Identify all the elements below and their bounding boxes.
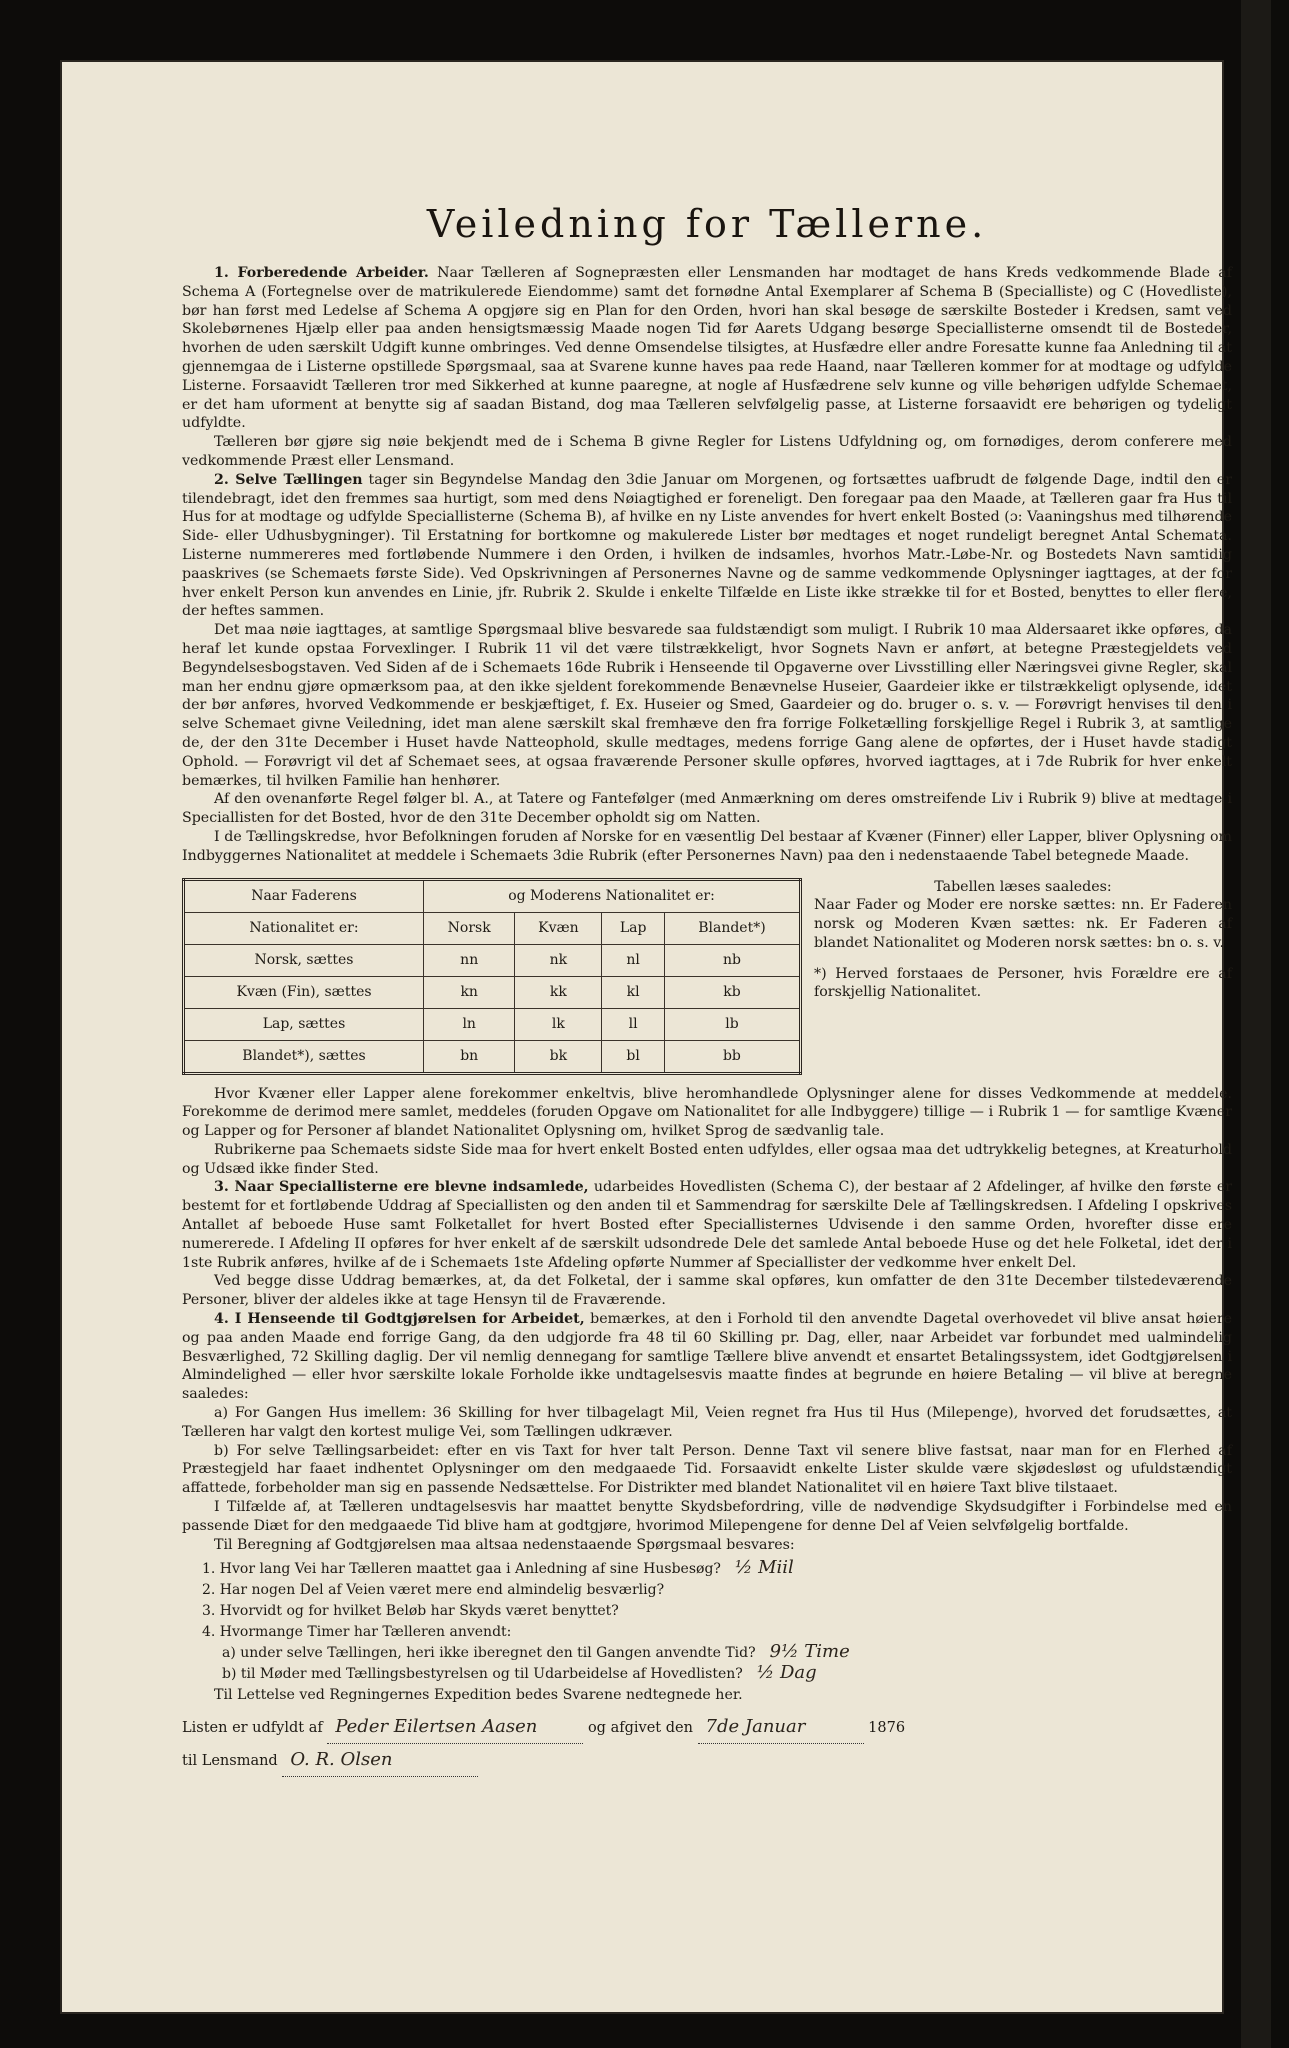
paragraph-text: I Tilfælde af, at Tælleren undtagelsesvis har maattet benytte Skydsbefordring, ville de nødvendige Skydsudgifter i Forbindelse med en passende Diæt for den medgaaede Tid blive ham at godtgjøre, hvorimod Milepengene for denne Del af Veien selvfølgelig bortfalde.: [182, 1499, 1232, 1534]
paragraph: [182, 1178, 1232, 1272]
row-label: Lap, sættes: [184, 1008, 424, 1040]
nationality-table: [182, 878, 802, 1075]
document-body: [182, 202, 1232, 1777]
question-item: [202, 1621, 1232, 1642]
paragraph: [182, 1310, 1232, 1404]
paragraph-text: Af den ovenanførte Regel følger bl. A., at Tatere og Fantefølger (med Anmærkning om deres omstreifende Liv i Rubrik 9) blive at medtage i Speciallisten for det Bosted, hvor de den 31te December opholdt sig om Natten.: [182, 791, 1232, 827]
delivered-date: 7de Januar: [698, 1711, 864, 1744]
question-text: 4. Hvormange Timer har Tælleren anvendt:: [202, 1624, 512, 1641]
paragraph-text: Rubrikerne paa Schemaets sidste Side maa for hvert enkelt Bosted enten udfyldes, eller ogsaa maa det udtrykkelig betegnes, at Kreaturhold og Udsæd ikke finder Sted.: [182, 1141, 1232, 1177]
question-text: b) til Møder med Tællingsbestyrelsen og til Udarbeidelse af Hovedlisten?: [222, 1666, 743, 1683]
lensmand-label: til Lensmand: [182, 1753, 278, 1770]
page-title: Veiledning for Tællerne.: [426, 202, 988, 246]
question-item: [202, 1579, 1232, 1600]
table-row: [184, 944, 801, 976]
lensmand-line: [182, 1744, 1232, 1777]
lensmand-signature: O. R. Olsen: [282, 1744, 478, 1777]
table-head-left: Naar Faderens: [184, 879, 424, 912]
paragraph-text: Til Beregning af Godtgjørelsen maa altsaa nedenstaaende Spørgsmaal besvares:: [214, 1536, 795, 1553]
table-cell: ln: [424, 1008, 515, 1040]
question-text: 1. Hvor lang Vei har Tælleren maattet gaa i Anledning af sine Husbesøg?: [202, 1561, 721, 1578]
paragraph-text: udarbeides Hovedlisten (Schema C), der bestaar af 2 Afdelinger, af hvilke den første er bestemt for et fortløbende Uddrag af Speciallisten og den anden til et Sammendrag for særskilte Dele af Tællingskredsen. I Afdeling I opskrives Antallet af beboede Huse samt Folketallet for hvert Bosted efter Speciallisternes Udvisende i den samme Orden, hvorefter disse ere numererede. I Afdeling II opføres for hver enkelt af de særskilt udsondrede Dele det samlede Antal beboede Huse og det hele Folketal, idet der i 1ste Rubrik anføres, hvilke af de i Schemaets 1ste Afdeling opførte Nummer af Speciallister der vedkomme hver enkelt Del.: [182, 1179, 1232, 1271]
explanation-text: Naar Fader og Moder ere norske sættes: nn. Er Faderen norsk og Moderen Kvæn sættes: nk. Er Faderen af blandet Nationalitet og Moderen norsk sættes: bn o. s. v.: [814, 897, 1232, 951]
signature-block: [182, 1711, 1232, 1777]
paragraph-lead: 3. Naar Speciallisterne ere blevne indsamlede,: [214, 1179, 589, 1196]
paragraph-text: a) For Gangen Hus imellem: 36 Skilling for hver tilbagelagt Mil, Veien regnet fra Hus til Hus (Milepenge), hvorved det forudsættes, at Tælleren har valgt den kortest mulige Vei, som Tællingen udkræver.: [182, 1405, 1232, 1440]
paragraph-text: I de Tællingskredse, hvor Befolkningen foruden af Norske for en væsentlig Del bestaar af Kvæner (Finner) eller Lapper, bliver Oplysning om Indbyggernes Nationalitet at meddele i Schemaets 3die Rubrik (efter Personernes Navn) paa den i nedenstaaende Tabel betegnede Maade.: [182, 828, 1232, 864]
table-row: [184, 1040, 801, 1073]
question-text: 2. Har nogen Del af Veien været mere end almindelig besværlig?: [202, 1582, 665, 1599]
section-paragraphs-1: [182, 264, 1232, 866]
table-cell: bk: [515, 1040, 602, 1073]
table-cell: bl: [602, 1040, 665, 1073]
table-cell: ll: [602, 1008, 665, 1040]
col-header: Lap: [602, 912, 665, 944]
paragraph-text: bemærkes, at den i Forhold til den anvendte Dagetal overhovedet vil blive ansat høiere og paa anden Maade end forrige Gang, da den udgjorde fra 48 til 60 Skilling pr. Dag, eller, naar Arbeidet var forbundet med ualmindelig Besværlighed, 72 Skilling daglig. Der vil nemlig dennegang for samtlige Tællere blive anvendt et ensartet Betalingssystem, idet Godtgjørelsen i Almindelighed — eller hvor særskilte lokale Forholde ikke undtagelsesvis maatte findes at begrunde en høiere Betaling — vil blive at beregne saaledes:: [182, 1311, 1233, 1403]
paragraph-text: Tælleren bør gjøre sig nøie bekjendt med de i Schema B givne Regler for Listens Udfyldning og, om fornødiges, derom conferere med vedkommende Præst eller Lensmand.: [182, 434, 1232, 469]
paragraph: [182, 1272, 1232, 1310]
paragraph-text: b) For selve Tællingsarbeidet: efter en vis Taxt for hver talt Person. Denne Taxt vil senere blive fastsat, naar man for en Flerhed af Præstegjeld har faaet indhentet Oplysninger om den medgaaede Tid. Forsaavidt enkelte Lister skulde være skjødesløst og ufuldstændigt affattede, forbeholder man sig en passende Nedsættelse. For Distrikter med blandet Nationalitet vil en høiere Taxt blive tilstaaet.: [182, 1442, 1232, 1497]
table-cell: kb: [664, 976, 800, 1008]
col-header: Blandet*): [664, 912, 800, 944]
nationality-area: [182, 878, 1232, 1075]
paragraph-text: Ved begge disse Uddrag bemærkes, at, da det Folketal, der i samme skal opføres, kun omfatter de den 31te December tilstedeværende Personer, bliver der aldeles ikke at tage Hensyn til de Fraværende.: [182, 1273, 1232, 1309]
paragraph: [182, 1085, 1232, 1141]
filled-by-line: [182, 1711, 1232, 1744]
col-header: Norsk: [424, 912, 515, 944]
paragraph: [182, 1536, 1232, 1555]
question-answer: ½ Dag: [756, 1662, 817, 1684]
row-label: Norsk, sættes: [184, 944, 424, 976]
table-subheader-row: [184, 912, 801, 944]
table-cell: kk: [515, 976, 602, 1008]
census-instruction-page: [62, 62, 1233, 2012]
table-row: [184, 1008, 801, 1040]
question-text: a) under selve Tællingen, heri ikke iberegnet den til Gangen anvendte Tid?: [222, 1645, 756, 1662]
question-answer: 9½ Time: [769, 1641, 850, 1663]
table-cell: nn: [424, 944, 515, 976]
question-text: 3. Hvorvidt og for hvilket Beløb har Skyds været benyttet?: [202, 1603, 619, 1620]
paragraph: [182, 264, 1232, 433]
closing-note: Til Lettelse ved Regningernes Expedition bedes Svarene nedtegnede her.: [214, 1687, 743, 1704]
paragraph: [182, 471, 1232, 621]
table-cell: lk: [515, 1008, 602, 1040]
row-label: Blandet*), sættes: [184, 1040, 424, 1073]
year: 1876: [868, 1720, 906, 1737]
paragraph-lead: 2. Selve Tællingen: [214, 471, 363, 488]
table-explanation: [814, 878, 1232, 1003]
paragraph: [182, 1141, 1232, 1179]
table-head-left-2: Nationalitet er:: [184, 912, 424, 944]
paragraph-lead: 1. Forberedende Arbeider.: [214, 265, 429, 281]
paragraph: [182, 1498, 1232, 1536]
table-cell: bn: [424, 1040, 515, 1073]
table-cell: nk: [515, 944, 602, 976]
paragraph: [182, 1442, 1232, 1498]
table-row: [184, 976, 801, 1008]
question-list: [202, 1558, 1232, 1684]
binding-strip: [1241, 0, 1271, 2048]
table-cell: nl: [602, 944, 665, 976]
delivered-label: og afgivet den: [587, 1720, 693, 1737]
paragraph: [182, 828, 1232, 866]
question-answer: ½ Miil: [734, 1557, 794, 1579]
paragraph-text: Naar Tælleren af Sognepræsten eller Lensmanden har modtaget de hans Kreds vedkommende Blade af Schema A (Fortegnelse over de matrikulerede Eiendomme) samt det fornødne Antal Exemplarer af Schema B (Specialliste) og C (Hovedliste), bør han først med Ledelse af Schema A opgjøre sig en Plan for den Orden, hvori han skal besøge de særskilte Bosteder i Kredsen, samt ved Skolebørnenes Hjælp eller paa anden hensigtsmæssig Maade nogen Tid før Aarets Udgang besørge Speciallisterne omsendt til de Bosteder, hvorhen de uden særskilt Udgift kunne ombringes. Ved denne Omsendelse tilsigtes, at Husfædre eller andre Foresatte kunne faa Anledning til at gjennemgaa de i Listerne opstillede Spørgsmaal, saa at Svarene kunne haves paa rede Haand, naar Tælleren kommer for at modtage og udfylde Listerne. Forsaavidt Tælleren tror med Sikkerhed at kunne paaregne, at nogle af Husfædrene selv kunne og ville behørigen udfylde Schemaet, er det ham uforment at benytte sig af saadan Bistand, dog maa Tælleren selvfølgelig passe, at Listerne forsaavidt ere behørigen og tydeligt udfyldte.: [182, 265, 1232, 432]
paragraph: [182, 790, 1232, 828]
table-cell: lb: [664, 1008, 800, 1040]
row-label: Kvæn (Fin), sættes: [184, 976, 424, 1008]
col-header: Kvæn: [515, 912, 602, 944]
table-cell: bb: [664, 1040, 800, 1073]
question-item: [222, 1642, 1232, 1663]
paragraph-text: Hvor Kvæner eller Lapper alene forekommer enkeltvis, blive heromhandlede Oplysninger alene for disses Vedkommende at meddele. Forekomme de derimod mere samlet, meddeles (foruden Opgave om Nationalitet for alle Indbyggere) tillige — i Rubrik 1 — for samtlige Kvæner og Lapper og for Personer af blandet Nationalitet Oplysning om, hvilket Sprog de sædvanlig tale.: [182, 1085, 1232, 1140]
table-cell: nb: [664, 944, 800, 976]
table-head-right: og Moderens Nationalitet er:: [424, 879, 801, 912]
explanation-heading: Tabellen læses saaledes:: [934, 878, 1112, 895]
section-paragraphs-2: [182, 1085, 1232, 1555]
paragraph-text: Det maa nøie iagttages, at samtlige Spørgsmaal blive besvarede saa fuldstændigt som muligt. I Rubrik 10 maa Aldersaaret ikke opføres, da heraf let kunde opstaa Forvexlinger. I Rubrik 11 vil det være tilstrækkeligt, hvor Sognets Navn er anført, at betegne Præstegjeldets ved Begyndelsesbogstaven. Ved Siden af de i Schemaets 16de Rubrik i Henseende til Opgaverne over Livsstilling eller Næringsvei givne Regler, skal man her endnu gjøre opmærksom paa, at den ikke sjeldent forekommende Benævnelse Huseier, Gaardeier ikke er tilstrækkeligt oplysende, idet der bør anføres, hvorved Vedkommende er beskjæftiget, f. Ex. Huseier og Smed, Gaardeier og do. bruger o. s. v. — Forøvrigt henvises til den i selve Schemaet givne Veiledning, idet man alene særskilt skal fremhæve den fra forrige Folketælling forskjellige Regel i Rubrik 3, at samtlige de, der den 31te December i Huset havde Natteophold, skulle medtages, medens forrige Gang alene de opførtes, der i Huset havde stadigt Ophold. — Forøvrigt vil det af Schemaet sees, at ogsaa fraværende Personer skulle opføres, hvorved iagttages, at i 7de Rubrik for hver enkelt bemærkes, til hvilken Familie han henhører.: [182, 622, 1232, 789]
filled-by-label: Listen er udfyldt af: [182, 1720, 323, 1737]
question-item: [202, 1600, 1232, 1621]
explanation-footnote: *) Herved forstaaes de Personer, hvis Forældre ere af forskjellig Nationalitet.: [814, 965, 1232, 1001]
table-cell: kn: [424, 976, 515, 1008]
paragraph-text: tager sin Begyndelse Mandag den 3die Januar om Morgenen, og fortsættes uafbrudt de følgende Dage, indtil den er tilendebragt, idet den fremmes saa hurtigt, som med dens Nøiagtighed er foreneligt. Den foregaar paa den Maade, at Tælleren gaar fra Hus til Hus for at modtage og udfylde Speciallisterne (Schema B), af hvilke en ny Liste anvendes for hvert enkelt Bosted (ɔ: Vaaningshus med tilhørende Side- eller Udhusbygninger). Til Erstatning for bortkomne og makulerede Lister bør medtages et noget rundeligt beregnet Antal Schemata. Listerne nummereres med fortløbende Nummere i den Orden, i hvilken de indsamles, hvorhos Matr.-Løbe-Nr. og Bostedets Navn samtidig paaskrives (se Schemaets første Side). Ved Opskrivningen af Personernes Navne og de samme vedkommende Oplysninger iagttages, at der for hver enkelt Person kun anvendes en Linie, jfr. Rubrik 2. Skulde i enkelte Tilfælde en Liste ikke strække til for et Bosted, benyttes to eller flere, der heftes sammen.: [182, 471, 1232, 620]
filled-by-signature: Peder Eilertsen Aasen: [327, 1711, 583, 1744]
table-header-row: [184, 879, 801, 912]
paragraph-lead: 4. I Henseende til Godtgjørelsen for Arbeidet,: [214, 1311, 585, 1328]
paragraph: [182, 621, 1232, 790]
question-item: [222, 1663, 1232, 1684]
paragraph: [182, 433, 1232, 471]
paragraph: [182, 1404, 1232, 1442]
question-item: [202, 1558, 1232, 1579]
table-cell: kl: [602, 976, 665, 1008]
